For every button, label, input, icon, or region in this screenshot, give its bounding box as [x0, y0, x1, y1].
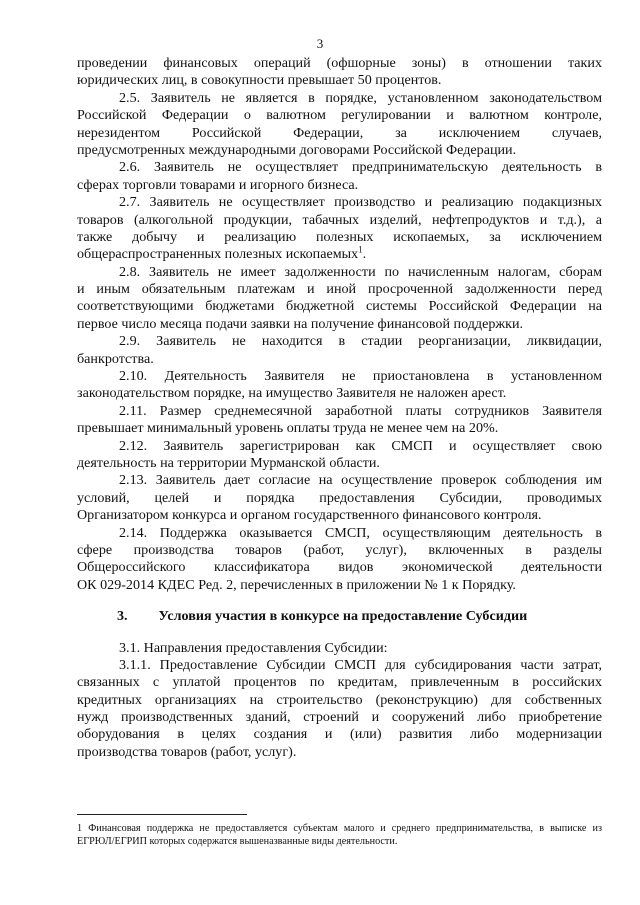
paragraph [77, 368, 602, 403]
text-line-with-footnote: общераспространенных полезных ископаемых$^1$. [77, 246, 367, 263]
text-line: деятельность на территории Мурманской области. [77, 454, 380, 471]
text-line: общераспространенных полезных ископаемых [77, 246, 359, 263]
footnote-divider [77, 814, 247, 815]
text-line: 3.1.1. Предоставление Субсидии СМСП для субсидирования части затрат, [119, 656, 602, 673]
text-line: банкротства. [77, 350, 154, 367]
text-line: законодательством порядке, на имущество Заявителя не наложен арест. [77, 385, 507, 402]
text-line: 2.14. Поддержка оказывается СМСП, осуществляющим деятельность в [119, 524, 602, 541]
text-line: 2.9. Заявитель не находится в стадии реорганизации, ликвидации, [119, 333, 602, 350]
text-line: товаров (алкогольной продукции, табачных изделий, нефтепродуктов и т.д.), а [77, 211, 602, 228]
text-line: производства товаров (работ, услуг). [77, 743, 297, 760]
text-line: также добычу и реализацию полезных ископаемых, за исключением [77, 228, 602, 245]
paragraph [77, 194, 602, 264]
document-body [77, 55, 602, 761]
section-title: Условия участия в конкурсе на предоставление Субсидии [158, 608, 528, 625]
text-line: 2.8. Заявитель не имеет задолженности по начисленным налогам, сборам [119, 263, 602, 280]
text-line: 2.13. Заявитель дает согласие на осуществление проверок соблюдения им [119, 472, 602, 489]
text-line: и иным обязательным платежам и иной просроченной задолженности перед [77, 281, 602, 298]
text-line: 2.5. Заявитель не является в порядке, установленном законодательством [119, 89, 602, 106]
section-heading [77, 608, 602, 625]
paragraph [77, 333, 602, 368]
paragraph [77, 264, 602, 334]
text-line: 2.6. Заявитель не осуществляет предпринимательскую деятельность в [119, 159, 602, 176]
text-line: первое число месяца подачи заявки на получение финансовой поддержки. [77, 315, 524, 332]
text-line: проведении финансовых операций (офшорные зоны) в отношении таких [77, 55, 602, 71]
page-number: 3 [316, 36, 324, 51]
text-line: 2.7. Заявитель не осуществляет производство и реализацию подакцизных [119, 194, 602, 211]
text-line: Российской Федерации о валютном регулировании и валютном контроле, [77, 107, 602, 124]
paragraph [77, 472, 602, 524]
paragraph [77, 525, 602, 595]
section-number: 3. [117, 608, 128, 625]
text-line: кредитных организациях на строительство (реконструкцию) для собственных [77, 691, 602, 708]
text-line: условий, целей и порядка предоставления Субсидии, проводимых [77, 489, 602, 506]
text-line: юридических лиц, в совокупности превышает 50 процентов. [77, 72, 442, 89]
text-line: сфере производства товаров (работ, услуг), включенных в разделы [77, 541, 602, 558]
text-line: сферах торговли товарами и игорного бизнеса. [77, 176, 359, 193]
footnote-line: ЕГРЮЛ/ЕГРИП которых содержатся вышеназванные виды деятельности. [77, 836, 398, 847]
text-line: превышает минимальный уровень оплаты труда не менее чем на 20%. [77, 420, 499, 437]
text-line: 2.11. Размер среднемесячной заработной платы сотрудников Заявителя [119, 402, 602, 419]
text-line: связанных с уплатой процентов по кредитам, привлеченным в российских [77, 674, 602, 691]
paragraph [77, 438, 602, 473]
paragraph [77, 90, 602, 160]
text-line: Организатором конкурса и органом государственного финансового контроля. [77, 507, 542, 524]
text-line: 2.10. Деятельность Заявителя не приостановлена в установленном [119, 368, 602, 385]
paragraph [77, 55, 602, 90]
footnote-mark: 1 [358, 246, 363, 255]
footnote [77, 822, 602, 848]
text-line: нужд производственных зданий, строений и сооружений либо приобретение [77, 709, 602, 726]
text-line: предусмотренных международными договорами Российской Федерации. [77, 141, 517, 158]
paragraph [77, 640, 602, 657]
footnote-line: 1 Финансовая поддержка не предоставляется субъектам малого и среднего предпринимательства, в выписке из [77, 823, 602, 834]
text-line: Общероссийского классификатора видов экономической деятельности [77, 559, 602, 576]
text-line: 3.1. Направления предоставления Субсидии: [119, 639, 388, 656]
text-line: нерезидентом Российской Федерации, за исключением случаев, [77, 124, 602, 141]
text-line: ОК 029-2014 КДЕС Ред. 2, перечисленных в приложении № 1 к Порядку. [77, 576, 516, 593]
text-line: 2.12. Заявитель зарегистрирован как СМСП и осуществляет свою [119, 437, 602, 454]
text-line: оборудования в целях создания и (или) развития либо модернизации [77, 726, 602, 743]
text-line: соответствующими бюджетами бюджетной системы Российской Федерации на [77, 298, 602, 315]
paragraph [77, 403, 602, 438]
paragraph [77, 159, 602, 194]
paragraph [77, 657, 602, 761]
